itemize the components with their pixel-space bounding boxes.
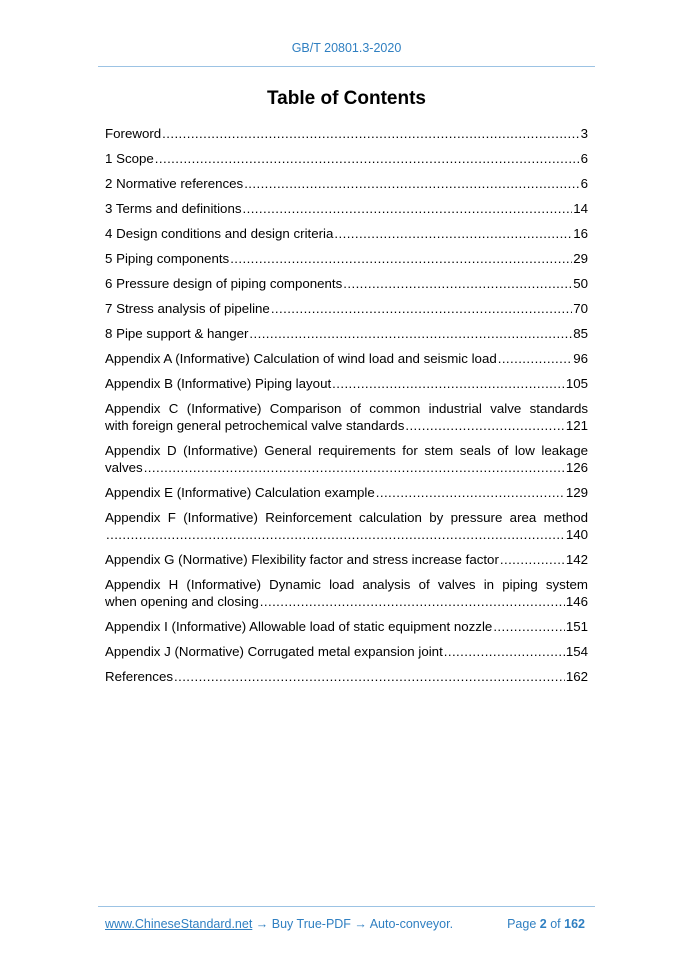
footer-divider: [98, 906, 595, 907]
footer-promo-text: → Buy True-PDF → Auto-conveyor.: [252, 917, 454, 931]
document-id-header: GB/T 20801.3-2020: [291, 41, 402, 55]
toc-entry-title: Appendix A (Informative) Calculation of wind load and seismic load: [105, 351, 497, 366]
toc-entry[interactable]: [105, 375, 588, 392]
toc-entry-row: [105, 668, 588, 685]
toc-entry-page: 121: [565, 418, 588, 433]
footer-promo: [105, 917, 453, 931]
dot-leader: [500, 551, 565, 568]
toc-entry-title: Appendix B (Informative) Piping layout: [105, 376, 332, 391]
toc-entry-row: [105, 459, 588, 476]
dot-leader: [162, 125, 579, 142]
toc-entry[interactable]: [105, 200, 588, 217]
toc-entry-row: [105, 484, 588, 501]
toc-entry[interactable]: [105, 250, 588, 267]
toc-entry-title: 4 Design conditions and design criteria: [105, 226, 334, 241]
toc-entry-title: References: [105, 669, 173, 684]
toc-entry-title: Foreword: [105, 126, 162, 141]
current-page: 2: [539, 917, 547, 931]
footer: [105, 917, 585, 931]
toc-entry-title: Appendix J (Normative) Corrugated metal expansion joint: [105, 644, 443, 659]
toc-entry-title: Appendix I (Informative) Allowable load of static equipment nozzle: [105, 619, 493, 634]
toc-entry[interactable]: [105, 325, 588, 342]
toc-entry-page: 126: [565, 460, 588, 475]
toc-entry-row: [105, 175, 588, 192]
dot-leader: [106, 526, 565, 543]
toc-entry-row: [105, 150, 588, 167]
dot-leader: [444, 643, 565, 660]
dot-leader: [243, 200, 573, 217]
dot-leader: [343, 275, 572, 292]
dot-leader: [498, 350, 572, 367]
toc-entry-title-line: Appendix C (Informative) Comparison of common industrial valve standards: [105, 401, 588, 416]
toc-entry-page: 3: [580, 126, 588, 141]
toc-entry-row: [105, 618, 588, 635]
total-pages: 162: [564, 917, 585, 931]
toc-entry-title: when opening and closing: [105, 594, 259, 609]
toc-entry[interactable]: [105, 150, 588, 167]
dot-leader: [260, 593, 565, 610]
toc-entry-title: 5 Piping components: [105, 251, 230, 266]
toc-entry-row: [105, 200, 588, 217]
dot-leader: [230, 250, 572, 267]
toc-entry-page: 105: [565, 376, 588, 391]
toc-entry-page: 140: [565, 527, 588, 542]
toc-entry-title: 2 Normative references: [105, 176, 244, 191]
toc-entry-row: [105, 375, 588, 392]
dot-leader: [174, 668, 565, 685]
toc-entry-row: [105, 551, 588, 568]
toc-entry-row: [105, 350, 588, 367]
toc-entry-row: [105, 225, 588, 242]
toc-entry[interactable]: [105, 576, 588, 610]
toc-entry-page: 6: [580, 176, 588, 191]
toc-entry-row: [105, 250, 588, 267]
toc-entry-row: [105, 125, 588, 142]
dot-leader: [144, 459, 565, 476]
toc-entry-title: Appendix G (Normative) Flexibility factor and stress increase factor: [105, 552, 499, 567]
dot-leader: [376, 484, 565, 501]
dot-leader: [244, 175, 579, 192]
toc-entry[interactable]: [105, 618, 588, 635]
toc-entry-row: [105, 643, 588, 660]
toc-entry-row: [105, 275, 588, 292]
toc-entry-title-line: Appendix H (Informative) Dynamic load analysis of valves in piping system: [105, 577, 588, 592]
dot-leader: [405, 417, 564, 434]
header-divider: [98, 66, 595, 67]
toc-entry[interactable]: [105, 551, 588, 568]
toc-entry-title: 7 Stress analysis of pipeline: [105, 301, 270, 316]
toc-entry[interactable]: [105, 225, 588, 242]
toc-entry-row: [105, 417, 588, 434]
toc-entry-page: 154: [565, 644, 588, 659]
website-link[interactable]: www.ChineseStandard.net: [105, 917, 253, 931]
toc-entry[interactable]: [105, 643, 588, 660]
toc-entry-row: [105, 526, 588, 543]
toc-entry-title: with foreign general petrochemical valve standards: [105, 418, 405, 433]
toc-entry-page: 6: [580, 151, 588, 166]
dot-leader: [334, 225, 572, 242]
toc-entry[interactable]: [105, 175, 588, 192]
toc-entry-title: 8 Pipe support & hanger: [105, 326, 249, 341]
toc-entry-page: 146: [565, 594, 588, 609]
toc-entry-page: 85: [573, 326, 588, 341]
toc-entry[interactable]: [105, 300, 588, 317]
toc-entry-title: valves: [105, 460, 143, 475]
toc-entry-page: 96: [573, 351, 588, 366]
toc-entry-row: [105, 300, 588, 317]
page-title: Table of Contents: [266, 88, 427, 109]
dot-leader: [155, 150, 580, 167]
dot-leader: [271, 300, 572, 317]
toc-entry-page: 162: [565, 669, 588, 684]
page-indicator: Page 2 of 162: [507, 917, 585, 931]
toc-entry-page: 70: [573, 301, 588, 316]
toc-entry[interactable]: [105, 509, 588, 543]
toc-entry-page: 50: [573, 276, 588, 291]
toc-entry[interactable]: [105, 484, 588, 501]
toc-entry-page: 151: [565, 619, 588, 634]
dot-leader: [493, 618, 565, 635]
toc-entry-title: 6 Pressure design of piping components: [105, 276, 343, 291]
toc-entry-row: [105, 325, 588, 342]
dot-leader: [332, 375, 565, 392]
toc-entry[interactable]: [105, 125, 588, 142]
toc-entry-title: 1 Scope: [105, 151, 154, 166]
toc-entry[interactable]: [105, 275, 588, 292]
table-of-contents: [105, 125, 588, 693]
toc-entry[interactable]: [105, 350, 588, 367]
toc-entry-page: 14: [573, 201, 588, 216]
toc-entry-title: 3 Terms and definitions: [105, 201, 242, 216]
toc-entry-row: [105, 593, 588, 610]
toc-entry-page: 16: [573, 226, 588, 241]
toc-entry[interactable]: [105, 668, 588, 685]
toc-entry-title-line: Appendix D (Informative) General requirements for stem seals of low leakage: [105, 443, 588, 458]
dot-leader: [249, 325, 572, 342]
toc-entry-page: 142: [565, 552, 588, 567]
toc-entry-title-line: Appendix F (Informative) Reinforcement calculation by pressure area method: [105, 510, 588, 525]
toc-entry-page: 29: [573, 251, 588, 266]
toc-entry[interactable]: [105, 400, 588, 434]
toc-entry-page: 129: [565, 485, 588, 500]
toc-entry-title: Appendix E (Informative) Calculation example: [105, 485, 375, 500]
toc-entry[interactable]: [105, 442, 588, 476]
